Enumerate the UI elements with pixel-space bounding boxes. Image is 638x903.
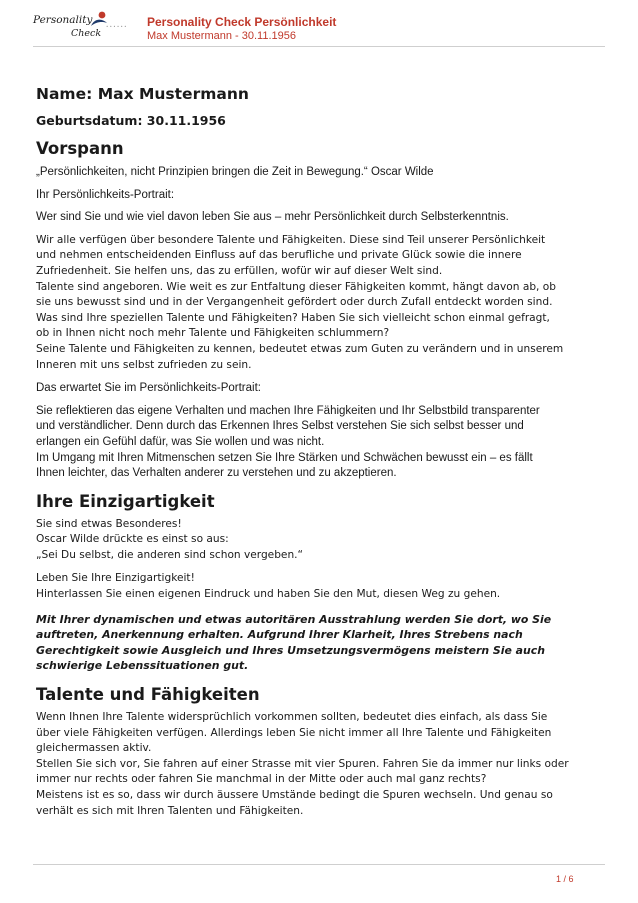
text-line: Seine Talente und Fähigkeiten zu kennen, bedeutet etwas zum Guten zu verändern und in unserem: [36, 342, 564, 355]
text-line: auftreten, Anerkennung erhalten. Aufgrund Ihrer Klarheit, Ihres Strebens nach: [36, 628, 523, 642]
text-line: Sie reflektieren das eigene Verhalten und machen Ihre Fähigkeiten und Ihr Selbstbild transparenter: [36, 404, 540, 417]
text-line: Stellen Sie sich vor, Sie fahren auf einer Strasse mit vier Spuren. Fahren Sie da immer nur links oder: [36, 757, 569, 770]
text-line: ob in Ihnen nicht noch mehr Talente und Fähigkeiten schlummern?: [36, 327, 390, 340]
text-line: Gerechtigkeit sowie Ausgleich und Ihres Umsetzungsvermögens meistern Sie auch: [36, 643, 545, 657]
text-line: erlangen ein Gefühl dafür, was Sie wollen und was nicht.: [36, 435, 325, 448]
heading-einzigartigkeit: Ihre Einzigartigkeit: [36, 491, 215, 511]
profile-dob: Geburtsdatum: 30.11.1956: [36, 113, 226, 128]
logo-text-check: Check: [71, 28, 102, 39]
text-line: verhält es sich mit Ihren Talenten und Fähigkeiten.: [36, 804, 304, 817]
text-line: Talente sind angeboren. Wie weit es zur Entfaltung dieser Fähigkeiten kommt, hängt davon ab, ob: [36, 280, 557, 293]
vorspann-paragraph-1: [36, 233, 592, 373]
header-divider: [33, 46, 605, 47]
text-line: schwierige Lebenssituationen gut.: [36, 659, 249, 673]
text-line: und nehmen entscheidenden Einfluss auf das berufliche und private Glück sowie die innere: [36, 249, 522, 262]
text-line: Sie sind etwas Besonderes!: [36, 517, 182, 530]
text-line: Leben Sie Ihre Einzigartigkeit!: [36, 572, 195, 585]
text-line: „Sei Du selbst, die anderen sind schon vergeben.“: [36, 548, 304, 561]
text-line: über viele Fähigkeiten verfügen. Allerdings leben Sie nicht immer all Ihre Talente und Fähigkeiten: [36, 726, 552, 739]
text-line: gleichermassen aktiv.: [36, 742, 152, 755]
profile-name: Name: Max Mustermann: [36, 85, 249, 103]
text-line: Zufriedenheit. Sie helfen uns, das zu erfüllen, wofür wir auf dieser Welt sind.: [36, 264, 443, 277]
heading-vorspann: Vorspann: [36, 139, 124, 158]
vorspann-quote: „Persönlichkeiten, nicht Prinzipien bringen die Zeit in Bewegung.“ Oscar Wilde: [36, 166, 434, 178]
text-line: sie uns bewusst sind und in der Vergangenheit gefördert oder durch Zufall entdeckt worden sind.: [36, 296, 553, 309]
einzigartigkeit-paragraph-2: [36, 571, 592, 602]
text-line: Oscar Wilde drückte es einst so aus:: [36, 533, 229, 546]
logo-tagline: • • • • • •: [106, 24, 127, 29]
page-number: 1 / 6: [556, 874, 574, 884]
text-line: Wir alle verfügen über besondere Talente und Fähigkeiten. Diese sind Teil unserer Persönlichkeit: [36, 233, 546, 246]
logo-text-personality: Personality: [33, 14, 93, 26]
heading-talente: Talente und Fähigkeiten: [36, 685, 260, 705]
talente-paragraph: [36, 710, 592, 819]
document-body: [36, 84, 592, 819]
text-line: Wenn Ihnen Ihre Talente widersprüchlich vorkommen sollten, bedeutet dies einfach, als dass Sie: [36, 711, 548, 724]
text-line: Ihnen leichter, das Verhalten anderer zu verstehen und zu akzeptieren.: [36, 467, 397, 480]
header-subtitle: Max Mustermann - 30.11.1956: [147, 30, 296, 42]
header-title: Personality Check Persönlichkeit: [147, 15, 337, 29]
expect-label: Das erwartet Sie im Persönlichkeits-Portrait:: [36, 382, 261, 395]
text-line: und verständlicher. Denn durch das Erkennen Ihres Selbst verstehen Sie sich selbst besser und: [36, 420, 524, 433]
page-header: [0, 0, 638, 60]
personality-check-logo: [33, 14, 143, 40]
vorspann-intro: Wer sind Sie und wie viel davon leben Sie aus – mehr Persönlichkeit durch Selbsterkenntnis.: [36, 211, 509, 224]
einzigartigkeit-emphasis: [36, 612, 592, 674]
text-line: Mit Ihrer dynamischen und etwas autoritären Ausstrahlung werden Sie dort, wo Sie: [36, 612, 552, 626]
text-line: immer nur rechts oder fahren Sie manchmal in der Mitte oder auch mal ganz rechts?: [36, 773, 487, 786]
portrait-label: Ihr Persönlichkeits-Portrait:: [36, 188, 175, 201]
text-line: Inneren mit uns selbst zufrieden zu sein.: [36, 358, 252, 371]
vorspann-paragraph-2: [36, 404, 592, 482]
text-line: Hinterlassen Sie einen eigenen Eindruck und haben Sie den Mut, diesen Weg zu gehen.: [36, 588, 501, 601]
text-line: Meistens ist es so, dass wir durch äussere Umstände bedingt die Spuren wechseln. Und genau so: [36, 789, 553, 801]
text-line: Im Umgang mit Ihren Mitmenschen setzen Sie Ihre Stärken und Schwächen bewusst ein – es fällt: [36, 451, 533, 464]
einzigartigkeit-paragraph-1: [36, 517, 592, 564]
footer-divider: [33, 864, 605, 865]
text-line: Was sind Ihre speziellen Talente und Fähigkeiten? Haben Sie sich vielleicht schon einmal gefragt,: [36, 311, 550, 324]
